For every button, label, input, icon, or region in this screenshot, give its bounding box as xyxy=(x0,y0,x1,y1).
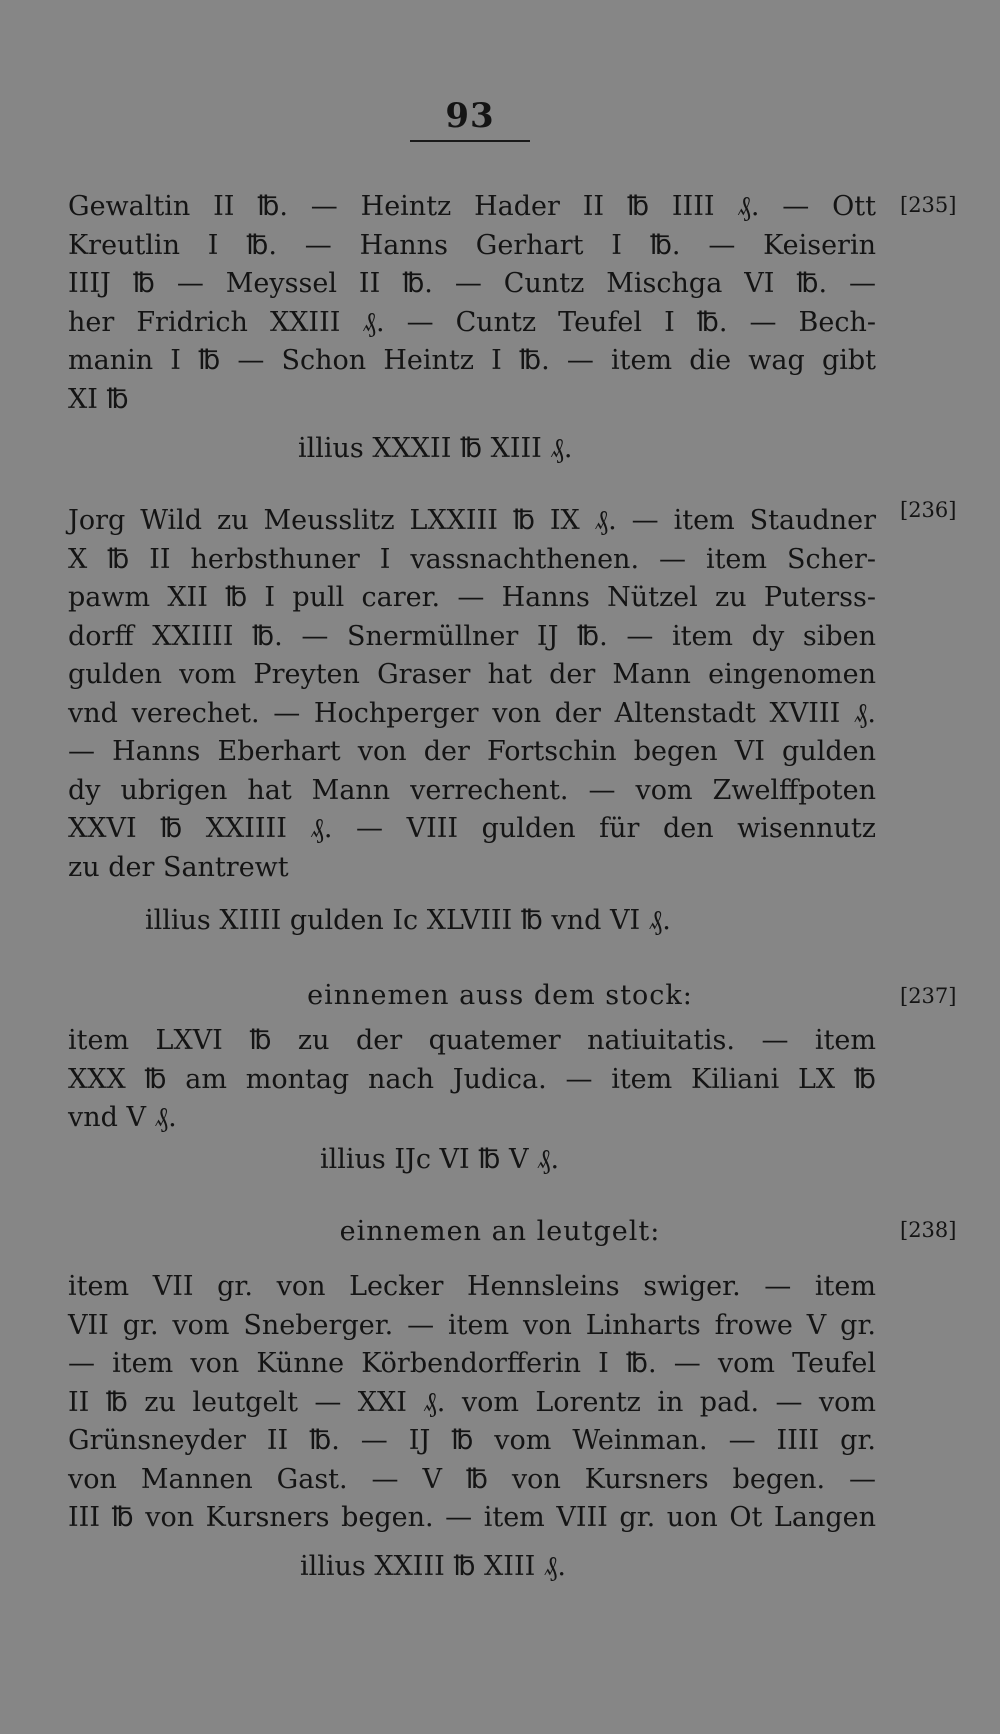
entry-block-4 xyxy=(68,1268,876,1538)
text-line: vnd V ₰. xyxy=(68,1102,177,1133)
text-line: XI ℔ xyxy=(68,383,129,415)
marginal-note-236: [236] xyxy=(900,498,957,522)
text-line: Gewaltin II ℔. — Heintz Hader II ℔ IIII ₰. — Ott xyxy=(68,191,876,222)
entry-block-1 xyxy=(68,188,876,419)
page-number-rule xyxy=(410,140,530,142)
sum-line-1: illius XXXII ℔ XIII ₰. xyxy=(298,433,573,464)
text-line: IIIJ ℔ — Meyssel II ℔. — Cuntz Mischga VI ℔. — xyxy=(68,268,876,299)
text-line: pawm XII ℔ I pull carer. — Hanns Nützel zu Puterss- xyxy=(68,582,876,613)
text-line: XXX ℔ am montag nach Judica. — item Kiliani LX ℔ xyxy=(68,1063,876,1095)
entry-block-2 xyxy=(68,502,876,887)
text-line: von Mannen Gast. — V ℔ von Kursners begen. — xyxy=(68,1463,876,1495)
text-line: Kreutlin I ℔. — Hanns Gerhart I ℔. — Keiserin xyxy=(68,229,876,261)
text-line: Grünsneyder II ℔. — IJ ℔ vom Weinman. — IIII gr. xyxy=(68,1425,876,1456)
text-line: VII gr. vom Sneberger. — item von Linharts frowe V gr. xyxy=(68,1309,876,1341)
text-line: dorff XXIIII ℔. — Snermüllner IJ ℔. — item dy siben xyxy=(68,620,876,652)
text-line: zu der Santrewt xyxy=(68,851,289,883)
marginal-note-237: [237] xyxy=(900,984,957,1008)
text-line: — Hanns Eberhart von der Fortschin begen VI gulden xyxy=(68,736,876,767)
entry-block-3 xyxy=(68,1022,876,1138)
text-line: II ℔ zu leutgelt — XXI ₰. vom Lorentz in pad. — vom xyxy=(68,1386,876,1418)
text-line: her Fridrich XXIII ₰. — Cuntz Teufel I ℔. — Bech- xyxy=(68,306,876,338)
text-line: Jorg Wild zu Meusslitz LXXIII ℔ IX ₰. — item Staudner xyxy=(68,505,876,536)
text-line: item LXVI ℔ zu der quatemer natiuitatis. — item xyxy=(68,1025,876,1056)
marginal-note-238: [238] xyxy=(900,1218,957,1242)
text-line: gulden vom Preyten Graser hat der Mann eingenomen xyxy=(68,659,876,690)
text-line: dy ubrigen hat Mann verrechent. — vom Zwelffpoten xyxy=(68,774,876,806)
sum-line-4: illius XXIII ℔ XIII ₰. xyxy=(300,1551,566,1582)
section-heading-stock: einnemen auss dem stock: xyxy=(307,980,693,1011)
sum-line-2: illius XIIII gulden Ic XLVIII ℔ vnd VI ₰. xyxy=(145,905,671,936)
page-number: 93 xyxy=(445,96,495,136)
text-line: X ℔ II herbsthuner I vassnachthenen. — item Scher- xyxy=(68,543,876,575)
text-line: manin I ℔ — Schon Heintz I ℔. — item die wag gibt xyxy=(68,345,876,376)
text-line: vnd verechet. — Hochperger von der Altenstadt XVIII ₰. xyxy=(68,697,876,729)
text-line: XXVI ℔ XXIIII ₰. — VIII gulden für den wisennutz xyxy=(68,813,876,844)
marginal-note-235: [235] xyxy=(900,193,957,217)
text-line: III ℔ von Kursners begen. — item VIII gr. uon Ot Langen xyxy=(68,1502,876,1533)
section-heading-leutgelt: einnemen an leutgelt: xyxy=(339,1216,661,1247)
text-line: item VII gr. von Lecker Hennsleins swiger. — item xyxy=(68,1271,876,1302)
sum-line-3: illius IJc VI ℔ V ₰. xyxy=(320,1144,560,1175)
text-line: — item von Künne Körbendorfferin I ℔. — vom Teufel xyxy=(68,1348,876,1379)
